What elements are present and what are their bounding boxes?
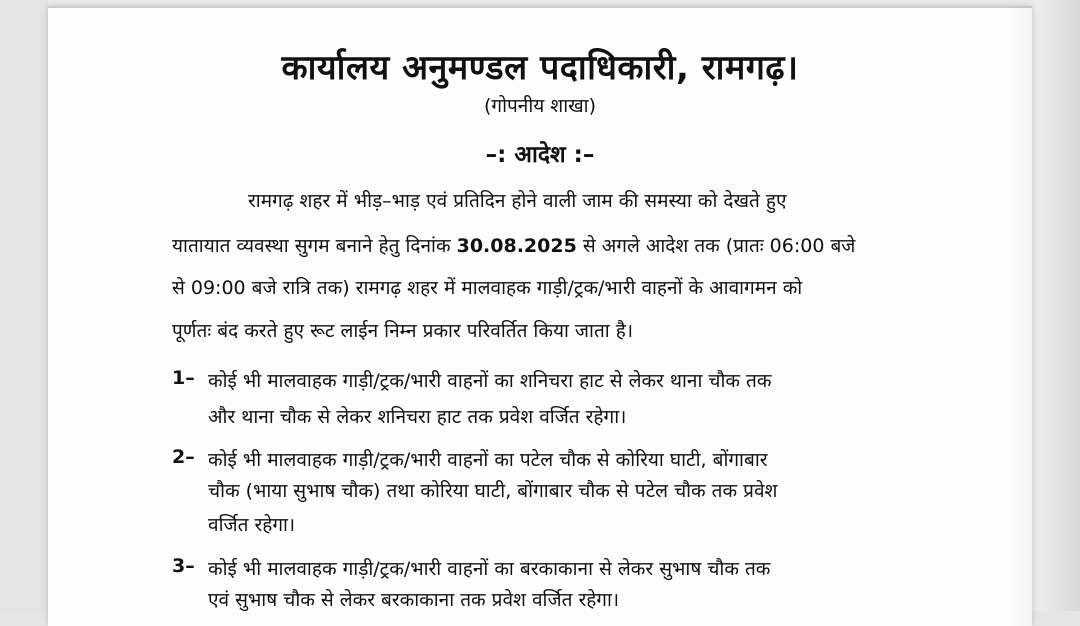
item-2-line-2: चौक (भाया सुभाष चौक) तथा कोरिया घाटी, बोंगाबार चौक से पटेल चौक तक प्रवेश bbox=[208, 480, 778, 502]
item-2-line-1: कोई भी मालवाहक गाड़ी/ट्रक/भारी वाहनों का पटेल चौक से कोरिया घाटी, बोंगाबार bbox=[208, 449, 768, 471]
intro-line-1: रामगढ़ शहर में भीड़–भाड़ एवं प्रतिदिन होने वाली जाम की समस्या को देखते हुए bbox=[248, 190, 787, 212]
page-top-edge bbox=[48, 6, 1032, 8]
item-1-line-2: और थाना चौक से लेकर शनिचरा हाट तक प्रवेश वर्जित रहेगा। bbox=[208, 406, 627, 428]
item-3-number: 3– bbox=[172, 555, 195, 577]
order-heading: –: आदेश :– bbox=[485, 142, 595, 168]
intro-line-3: से 09:00 बजे रात्रि तक) रामगढ़ शहर में मालवाहक गाड़ी/ट्रक/भारी वाहनों के आवागमन को bbox=[172, 277, 803, 299]
document-page bbox=[48, 6, 1032, 626]
left-margin-shadow bbox=[0, 0, 48, 611]
item-1-number: 1– bbox=[172, 367, 195, 389]
item-3-line-2: एवं सुभाष चौक से लेकर बरकाकाना तक प्रवेश वर्जित रहेगा। bbox=[208, 589, 620, 611]
intro-line-2-end: से अगले आदेश तक (प्रातः 06:00 बजे bbox=[576, 235, 856, 257]
intro-line-2 bbox=[172, 235, 855, 257]
item-2-number: 2– bbox=[172, 446, 195, 468]
item-2-line-3: वर्जित रहेगा। bbox=[208, 514, 296, 536]
intro-line-4: पूर्णतः बंद करते हुए रूट लाईन निम्न प्रकार परिवर्तित किया जाता है। bbox=[172, 320, 634, 342]
branch-subtitle: (गोपनीय शाखा) bbox=[483, 95, 597, 117]
office-title: कार्यालय अनुमण्डल पदाधिकारी, रामगढ़। bbox=[281, 48, 799, 88]
intro-line-2-start: यातायात व्यवस्था सुगम बनाने हेतु दिनांक bbox=[172, 235, 457, 257]
item-1-line-1: कोई भी मालवाहक गाड़ी/ट्रक/भारी वाहनों का शनिचरा हाट से लेकर थाना चौक तक bbox=[208, 370, 772, 392]
order-date: 30.08.2025 bbox=[456, 235, 577, 257]
item-3-line-1: कोई भी मालवाहक गाड़ी/ट्रक/भारी वाहनों का बरकाकाना से लेकर सुभाष चौक तक bbox=[208, 558, 771, 580]
